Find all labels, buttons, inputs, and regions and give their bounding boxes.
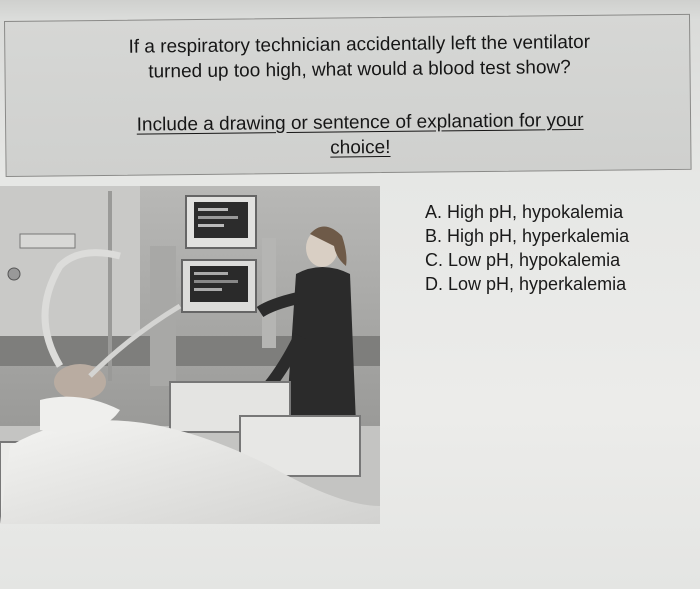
option-d[interactable]: D. Low pH, hyperkalemia xyxy=(425,274,627,294)
option-b[interactable]: B. High pH, hyperkalemia xyxy=(425,226,630,246)
answer-options xyxy=(425,200,695,296)
instruction-line-2: choice! xyxy=(330,136,391,159)
question-line-1: If a respiratory technician accidentally left the ventilator xyxy=(128,31,591,58)
question-line-2: turned up too high, what would a blood test show? xyxy=(148,57,571,83)
instruction-text xyxy=(36,107,684,164)
question-box xyxy=(4,14,692,177)
instruction-line-1: Include a drawing or sentence of explanation for your xyxy=(136,109,584,136)
option-c[interactable]: C. Low pH, hypokalemia xyxy=(425,250,621,270)
question-text xyxy=(39,29,679,86)
hospital-icu-photo-icon xyxy=(0,186,380,524)
option-a[interactable]: A. High pH, hypokalemia xyxy=(425,202,624,222)
